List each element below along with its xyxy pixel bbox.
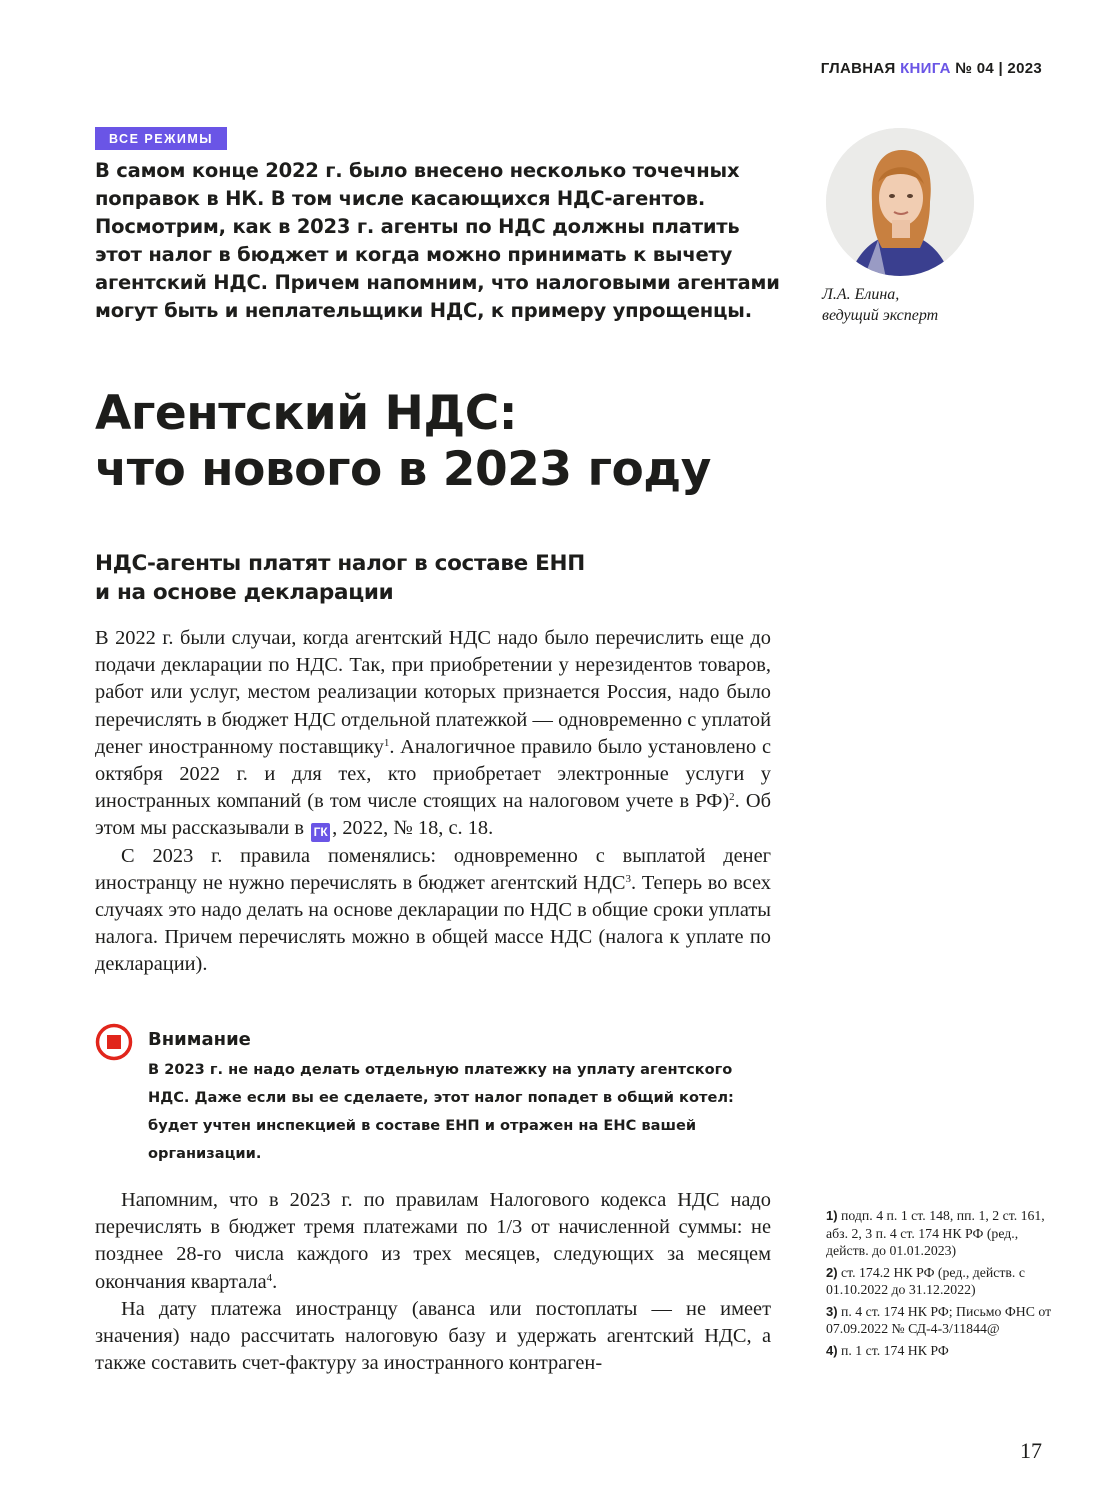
author-caption (822, 284, 938, 326)
attention-title: Внимание (148, 1029, 251, 1050)
footnote-number: 1) (826, 1208, 838, 1223)
footnote-text: п. 4 ст. 174 НК РФ; Письмо ФНС от 07.09.2022 № СД-4-3/11844@ (826, 1303, 1052, 1336)
footnote-item (826, 1303, 1056, 1338)
text-span: . (272, 1270, 278, 1293)
text-span: Напомним, что в 2023 г. по правилам Налогового кодекса НДС надо перечислять в бюджет тремя платежами по 1/3 от начисленной суммы: не позднее 28-го числа каждого из трех месяцев, следующих за месяцем окончания квартала (95, 1189, 771, 1293)
footnote-text: ст. 174.2 НК РФ (ред., действ. с 01.10.2022 до 31.12.2022) (826, 1264, 1025, 1297)
page-number: 17 (1020, 1438, 1042, 1463)
article-title-line2: что нового в 2023 году (95, 442, 711, 497)
lead-paragraph: В самом конце 2022 г. было внесено несколько точечных поправок в НК. В том числе касающихся НДС-агентов. Посмотрим, как в 2023 г. агенты по НДС должны платить этот налог в бюджет и когда можно принимать к вычету агентский НДС. Причем напомним, что налоговыми агентами могут быть и неплательщики НДС, к примеру упрощенцы. (95, 159, 780, 322)
footnote-number: 2) (826, 1264, 838, 1280)
issue-number: № 04 | 2023 (955, 60, 1042, 77)
magazine-name-part2: КНИГА (900, 60, 951, 77)
category-tag: ВСЕ РЕЖИМЫ (95, 127, 227, 150)
running-header (821, 60, 1042, 77)
text-span: . Аналогичное правило было установлено с октября 2022 г. и для тех, кто приобретает электронные услуги у иностранных компаний (в том числе стоящих на налоговом учете в РФ) (95, 735, 771, 813)
body-paragraph-1 (95, 625, 771, 843)
author-portrait-icon (826, 128, 974, 276)
attention-stop-icon (95, 1023, 133, 1061)
footnote-number: 4) (826, 1342, 838, 1358)
article-title (95, 386, 711, 498)
footnote-ref-3: 3 (625, 872, 632, 885)
footnote-ref-2: 2 (729, 791, 735, 804)
text-span: . Об этом мы рассказывали в (95, 790, 771, 840)
magazine-name-part1: ГЛАВНАЯ (820, 60, 896, 77)
text-span: С 2023 г. правила поменялись: одновременно с выплатой денег иностранцу не нужно перечислять в бюджет агентский НДС (95, 844, 771, 894)
body-paragraph-3 (95, 1187, 771, 1296)
footnotes (826, 1207, 1056, 1363)
footnote-item (826, 1342, 1056, 1360)
section-heading-line2: и на основе декларации (95, 580, 394, 605)
section-heading-line1: НДС-агенты платят налог в составе ЕНП (95, 551, 585, 576)
author-photo (826, 128, 974, 276)
body-text-block-2 (95, 1187, 771, 1377)
text-span: В 2022 г. были случаи, когда агентский НДС надо было перечислить еще до подачи декларации по НДС. Так, при приобретении у нерезидентов товаров, работ или услуг, местом реализации которых признается Россия, надо было перечислять в бюджет НДС отдельной платежкой — одновременно с уплатой денег иностранному поставщику (95, 627, 771, 758)
section-heading (95, 549, 585, 607)
article-title-line1: Агентский НДС: (95, 386, 517, 441)
text-span: . Теперь во всех случаях это надо делать на основе декларации по НДС в общие сроки уплаты налога. Причем перечислять можно в общей массе НДС (налога к уплате по декларации). (95, 871, 771, 976)
attention-text: В 2023 г. не надо делать отдельную платежку на уплату агентского НДС. Даже если вы ее сделаете, этот налог попадет в общий котел: будет учтен инспекцией в составе ЕНП и отражен на ЕНС вашей организации. (148, 1061, 734, 1162)
footnote-text: подп. 4 п. 1 ст. 148, пп. 1, 2 ст. 161, абз. 2, 3 п. 4 ст. 174 НК РФ (ред., действ. до 01.01.2023) (826, 1208, 1045, 1258)
footnote-ref-4: 4 (266, 1271, 273, 1284)
body-text-block-1 (95, 625, 771, 979)
footnote-item (826, 1207, 1056, 1260)
footnote-text: п. 1 ст. 174 НК РФ (841, 1342, 949, 1358)
gk-logo-icon: ГК (311, 823, 330, 842)
author-name: Л.А. Елина, (822, 286, 900, 303)
text-span: , 2022, № 18, с. 18. (332, 817, 494, 840)
body-paragraph-4: На дату платежа иностранцу (аванса или постоплаты — не имеет значения) надо рассчитать налоговую базу и удержать агентский НДС, а также составить счет-фактуру за иностранного контраген- (95, 1297, 771, 1375)
footnote-item (826, 1264, 1056, 1299)
footnote-number: 3) (826, 1303, 838, 1319)
footnote-ref-1: 1 (383, 736, 390, 749)
body-paragraph-2 (95, 843, 771, 979)
author-role: ведущий эксперт (822, 307, 939, 324)
